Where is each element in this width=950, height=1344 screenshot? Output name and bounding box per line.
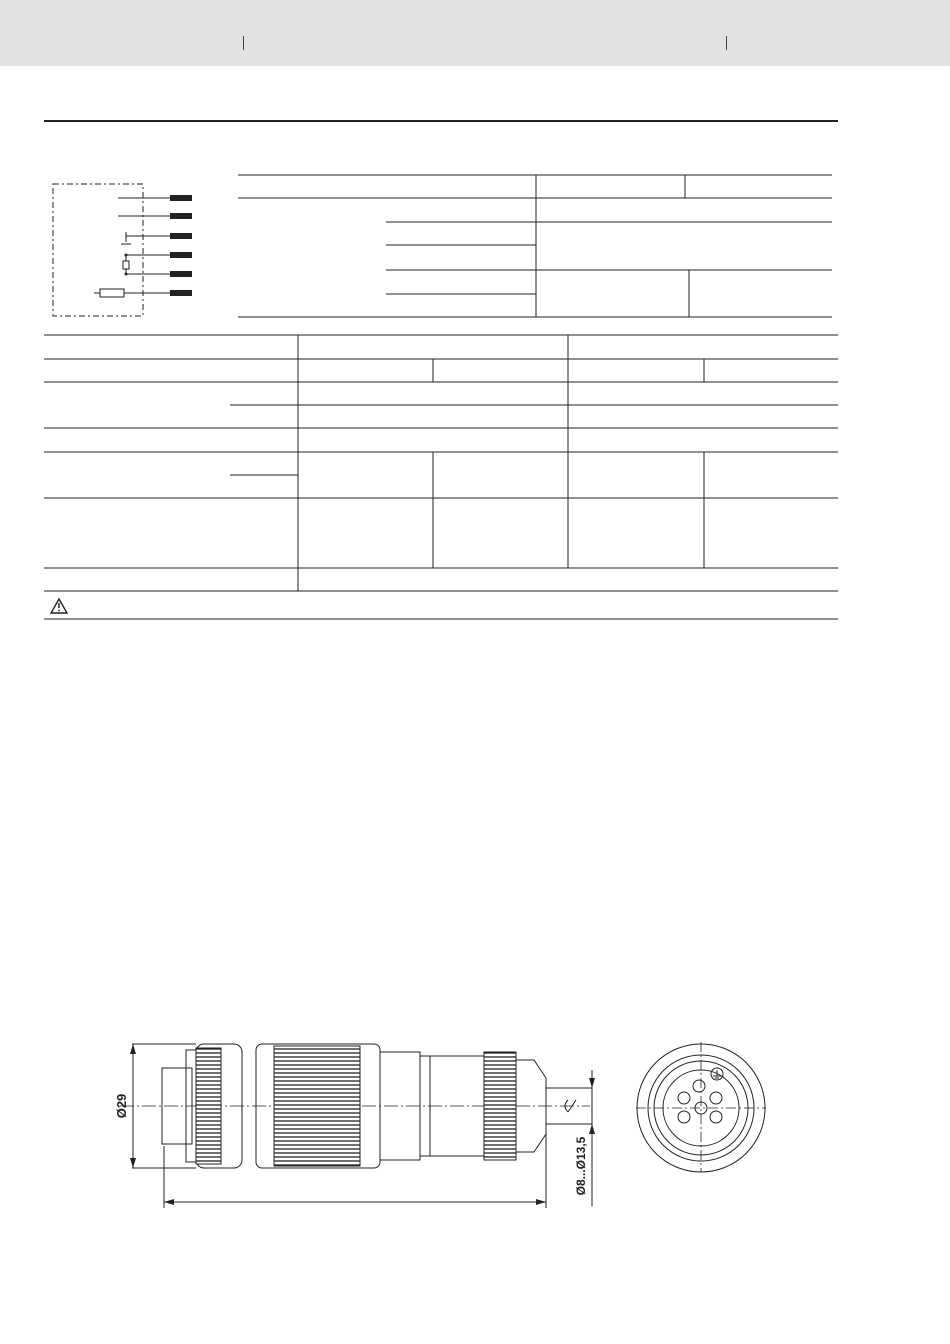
connector-side-drawing	[114, 1044, 595, 1208]
contact-pin	[678, 1111, 690, 1123]
wiring-terminal	[123, 252, 192, 274]
upper-table	[238, 175, 832, 317]
spec-table	[44, 335, 838, 619]
wiring-diagram	[53, 184, 192, 316]
wiring-terminal	[118, 195, 192, 201]
contact-pin	[678, 1092, 690, 1104]
contact-pin	[710, 1092, 722, 1104]
contact-pin	[693, 1080, 705, 1092]
dim-cable-label: Ø8...Ø13,5	[574, 1136, 588, 1196]
dim-diameter-label: Ø29	[114, 1093, 129, 1119]
knurl-pattern	[196, 1048, 221, 1164]
wiring-terminal	[125, 271, 193, 277]
wiring-terminal	[118, 213, 192, 219]
warning-triangle-icon	[51, 599, 67, 613]
connector-front-drawing	[636, 1042, 766, 1172]
contact-pin	[710, 1111, 722, 1123]
wiring-terminal	[121, 232, 192, 244]
